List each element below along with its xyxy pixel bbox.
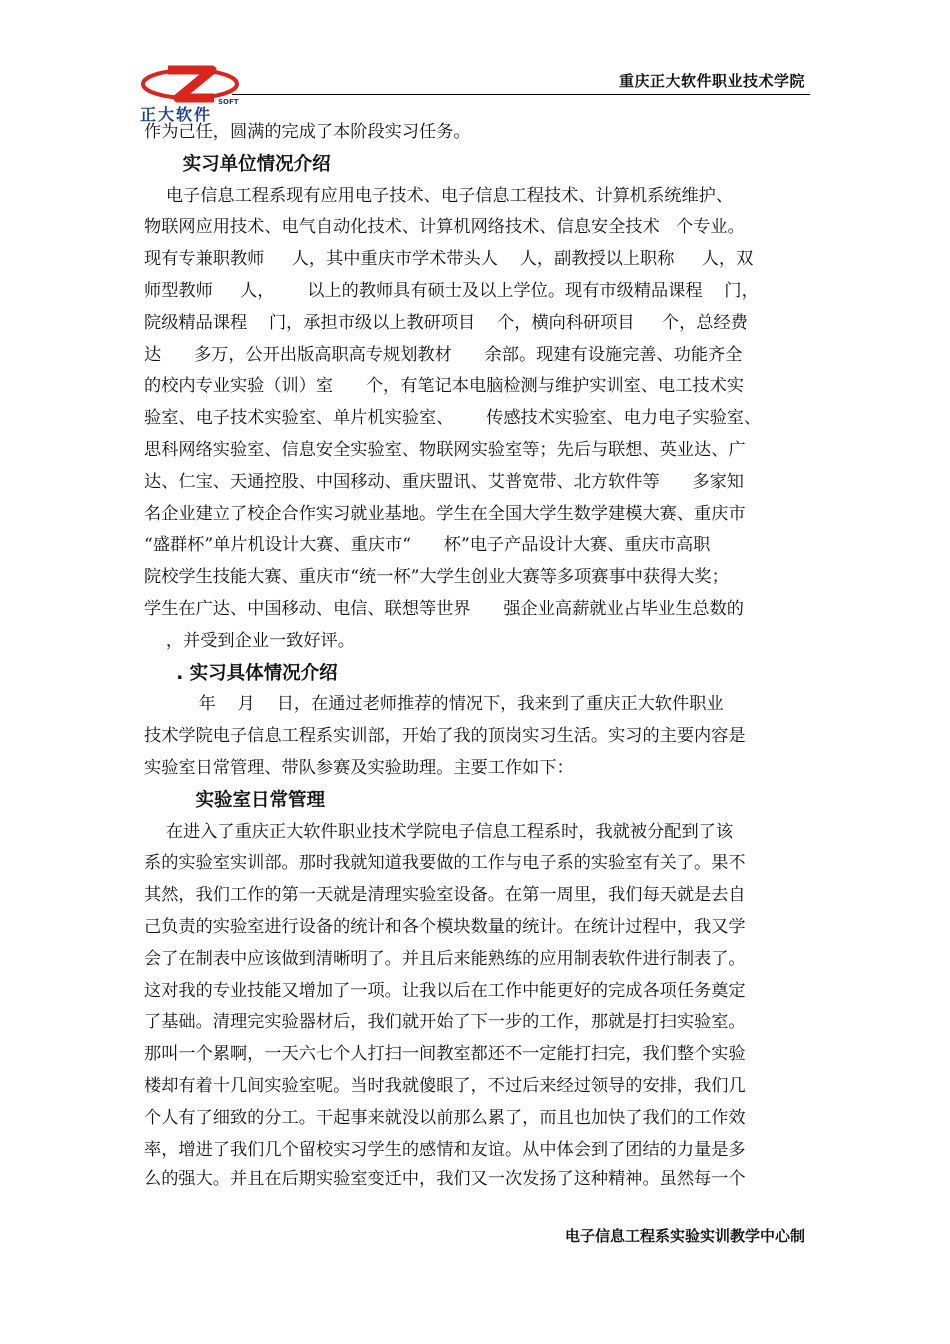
body-line: 系的实验室实训部。那时我就知道我要做的工作与电子系的实验室有关了。果不 — [144, 853, 746, 874]
body-line: 思科网络实验室、信息安全实验室、物联网实验室等；先后与联想、英业达、广 — [144, 439, 746, 460]
college-logo — [140, 62, 240, 124]
header-title: 重庆正大软件职业技术学院 — [618, 72, 805, 90]
body-line: ，并受到企业一致好评。 — [144, 630, 355, 651]
document-body — [144, 117, 808, 1196]
body-line: 电子信息工程系现有应用电子技术、电子信息工程技术、计算机系统维护、 — [144, 185, 734, 206]
body-line: 院级精品课程 门，承担市级以上教研项目 个，横向科研项目 个，总经费 — [144, 312, 748, 333]
section-heading: . 实习具体情况介绍 — [144, 662, 338, 684]
body-line: 己负责的实验室进行设备的统计和各个模块数量的统计。在统计过程中，我又学 — [144, 916, 746, 937]
body-line: 作为己任，圆满的完成了本阶段实习任务。 — [144, 122, 471, 142]
logo-soft-text: SOFT — [218, 98, 239, 106]
body-line: 验室、电子技术实验室、单片机实验室、 传感技术实验室、电力电子实验室、 — [144, 408, 762, 429]
body-line: 其然，我们工作的第一天就是清理实验室设备。在第一周里，我们每天就是去自 — [144, 885, 746, 906]
body-line: 年 月 日，在通过老师推荐的情况下，我来到了重庆正大软件职业 — [144, 694, 724, 715]
header-divider — [232, 94, 810, 95]
body-line: “盛群杯”单片机设计大赛、重庆市“ 杯”电子产品设计大赛、重庆市高职 — [144, 535, 711, 556]
body-line: 在进入了重庆正大软件职业技术学院电子信息工程系时，我就被分配到了该 — [144, 821, 734, 842]
body-line: 实验室日常管理、带队参赛及实验助理。主要工作如下： — [144, 757, 574, 778]
body-line: 个人有了细致的分工。干起事来就没以前那么累了，而且也加快了我们的工作效 — [144, 1107, 746, 1128]
body-line: 现有专兼职教师 人，其中重庆市学术带头人 人，副教授以上职称 人，双 — [144, 249, 754, 270]
logo-cn-text: 正大软件 — [140, 105, 213, 124]
body-line: 技术学院电子信息工程系实训部，开始了我的顶岗实习生活。实习的主要内容是 — [144, 726, 746, 747]
body-line: 那叫一个累啊，一天六七个人打扫一间教室都还不一定能打扫完，我们整个实验 — [144, 1044, 746, 1065]
body-line: 这对我的专业技能又增加了一项。让我以后在工作中能更好的完成各项任务奠定 — [144, 980, 746, 1001]
section-heading: 实习单位情况介绍 — [144, 153, 331, 175]
footer-text: 电子信息工程系实验实训教学中心制 — [564, 1227, 805, 1245]
body-line: 会了在制表中应该做到清晰明了。并且后来能熟练的应用制表软件进行制表了。 — [144, 948, 746, 969]
body-line: 么的强大。并且在后期实验室变迁中，我们又一次发扬了这种精神。虽然每一个 — [144, 1169, 746, 1190]
logo-icon — [140, 62, 240, 124]
body-line: 楼却有着十几间实验室呢。当时我就傻眼了，不过后来经过领导的安排，我们几 — [144, 1075, 746, 1096]
body-line: 名企业建立了校企合作实习就业基地。学生在全国大学生数学建模大赛、重庆市 — [144, 503, 746, 524]
section-heading: 实验室日常管理 — [144, 789, 326, 811]
body-line: 师型教师 人， 以上的教师具有硕士及以上学位。现有市级精品课程 门， — [144, 280, 759, 301]
body-line: 了基础。清理完实验器材后，我们就开始了下一步的工作，那就是打扫实验室。 — [144, 1012, 746, 1033]
body-line: 率，增进了我们几个留校实习学生的感情和友谊。从中体会到了团结的力量是多 — [144, 1139, 746, 1160]
body-line: 学生在广达、中国移动、电信、联想等世界 强企业高薪就业占毕业生总数的 — [144, 598, 744, 619]
body-line: 达、仁宝、天通控股、中国移动、重庆盟讯、艾普宽带、北方软件等 多家知 — [144, 471, 744, 492]
body-line: 物联网应用技术、电气自动化技术、计算机网络技术、信息安全技术 个专业。 — [144, 217, 745, 238]
body-line: 达 多万，公开出版高职高专规划教材 余部。现建有设施完善、功能齐全 — [144, 344, 743, 365]
body-line: 院校学生技能大赛、重庆市“统一杯”大学生创业大赛等多项赛事中获得大奖； — [144, 567, 729, 588]
body-line: 的校内专业实验（训）室 个，有笔记本电脑检测与维护实训室、电工技术实 — [144, 376, 744, 397]
